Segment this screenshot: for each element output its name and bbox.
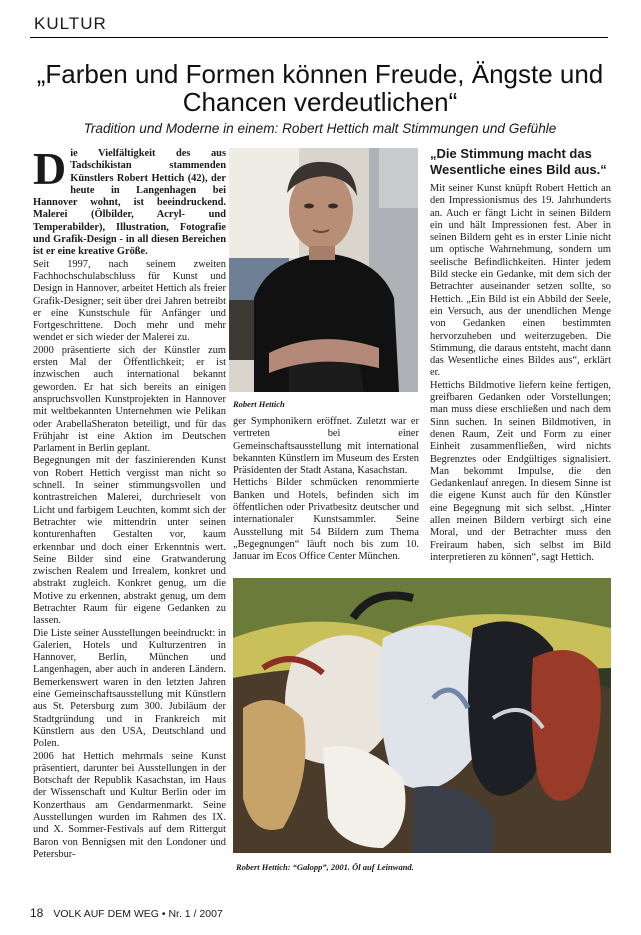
subheadline: Tradition und Moderne in einem: Robert Hettich malt Stimmungen und Gefühle [83,121,557,136]
body-paragraph: Seit 1997, nach seinem zweiten Fachhochschulabschluss für Kunst und Design in Hannover, arbeitet Hettich als freier Grafik-Designer; seit über drei Jahren betreibt er eine Kunstschule für Anfänger und Fortgeschrittene. Doch mehr und mehr wendet er sich wieder der Malerei zu. [33,258,226,344]
lead-text: ie Vielfältigkeit des aus Tadschikistan stammenden Künstlers Robert Hettich (42), der heute in Langenhagen bei Hannover wohnt, ist beeindruckend. Malerei (Ölbilder, Acryl- und Temperabilder), Illustration, Fotografie und Grafik-Design - in all diesen Bereichen ist er eine kreative Größe. [33,148,226,258]
section-rule [30,37,608,38]
painting-caption: Robert Hettich: “Galopp”, 2001. Öl auf Leinwand. [236,862,414,872]
portrait-caption: Robert Hettich [233,399,285,409]
body-paragraph: Mit seiner Kunst knüpft Robert Hettich an den Impressionismus des 19. Jahrhunderts an. Auch er fängt Licht in seinen Bildern ein und hält Impressionen fest. Aber in seinen Bildern geht es in erster Linie nicht um optische Wahrnehmung, sondern um seelische Befindlichkeiten. Hinter jedem Bild stecke ein Gedanke, mit dem sich der Betrachter auseinander setzen sollte, so Hettich. „Ein Bild ist ein Abbild der Seele, ein Versuch, aus der unendlichen Menge von Gedanken einen bestimmten hervorzuheben und weiterzugeben. Die Stimmung, die daraus entsteht, macht dann das Wesentliche eines Bildes aus“, erklärt er. [430,183,611,379]
body-paragraph: 2000 präsentierte sich der Künstler zum ersten Mal der Öffentlichkeit; er ist inzwischen auch international bekannt geworden. Er hat sich bereits an einigen anspruchsvollen Kunstprojekten in Hannover mit weltbekannten Unternehmen wie Pelikan oder ArabellaSheraton beteiligt, und für das Frühjahr ist eine Aktion im Deutschen Parlament in Berlin geplant. [33,344,226,455]
page-footer [30,906,223,920]
article-column-2 [233,416,419,564]
headline: „Farben und Formen können Freude, Ängste und Chancen verdeutlichen“ [36,59,604,117]
article-column-1 [33,143,226,861]
publication-info: VOLK AUF DEM WEG • Nr. 1 / 2007 [53,908,223,920]
drop-cap: D [33,143,67,194]
lead-paragraph [33,143,226,259]
portrait-photo [229,148,418,392]
body-paragraph: ger Symphonikern eröffnet. Zuletzt war er vertreten bei einer Gemeinschaftsausstellung mit international bekannten Künstlern im Museum des Ersten Präsidenten der Stadt Astana, Kasachstan. [233,416,419,477]
painting-galopp [233,578,611,853]
pull-quote-heading: „Die Stimmung macht das Wesentliche eines Bild aus.“ [430,146,607,177]
section-label: KULTUR [34,14,107,33]
article-column-3 [430,183,611,564]
body-paragraph: Begegnungen mit der faszinierenden Kunst von Robert Hettich vergisst man nicht so schnell. In seiner stimmungsvollen und kontrastreichen Malerei, durchrieselt von Licht und farbigem Leuchten, kommt sich der Betrachter wie mittendrin unter seinen konturenhaften Gestalten vor, kaum erkennbar und doch einer Erkenntnis wert. Seine Bilder sind eine Gratwanderung zwischen Realem und Irrealem, konkret und abstrakt zugleich. Konkret genug, um die Motive zu erkennen, abstrakt genug, um dem Betrachter Raum für eigene Gedanken zu lassen. [33,455,226,627]
body-paragraph: 2006 hat Hettich mehrmals seine Kunst präsentiert, darunter bei Ausstellungen in der Botschaft der Republik Kasachstan, im Haus der Wissenschaft und Kultur Berlin oder im Konzerthaus am Gendarmenmarkt. Seine Ausstellungen wurden im Rahmen des IX. und X. Sommer-Festivals auf dem Rittergut Baron von Bennigsen mit den Londoner und Petersbur- [33,750,226,860]
body-paragraph: Hettichs Bilder schmücken renommierte Banken und Hotels, befinden sich im öffentlichen oder Privatbesitz deutscher und internationaler Kunstsammler. Seine Ausstellung mit 54 Bildern zum Thema „Begegnungen“ läuft noch bis zum 10. Januar im Ecos Office Center München. [233,477,419,563]
body-paragraph: Die Liste seiner Ausstellungen beeindruckt: in Galerien, Hotels und Kulturzentren in Hannover, Berlin, München und Langenhagen, aber auch in anderen Ländern. Bemerkenswert waren in den letzten Jahren eine Gemeinschaftsausstellung mit Künstlern aus St. Petersburg zum 300. Jubiläum der Stadtgründung und in Frankreich mit Künstlern aus den USA, Deutschland und Polen. [33,627,226,750]
page-number: 18 [30,906,44,920]
body-paragraph: Hettichs Bildmotive liefern keine fertigen, greifbaren Gedanken oder Vorstellungen; man muss diese erschließen und nach dem Sinn suchen. In seinen Bildmotiven, in denen Raum, Zeit und Form zu einer Einheit zusammenfließen, wird nichts Begrenztes oder Endgültiges signalisiert. Man bekommt Impulse, die den Gedankenlauf anregen. In diesem Sinne ist die eigene Kunst auch für den Künstler eine Begegnung mit sich selbst. „Hinter allen meinen Bildern verbirgt sich eine Moral, und der Betrachter muss den Freiraum haben, sich selbst im Bild interpretieren zu können“, sagt Hettich. [430,379,611,563]
